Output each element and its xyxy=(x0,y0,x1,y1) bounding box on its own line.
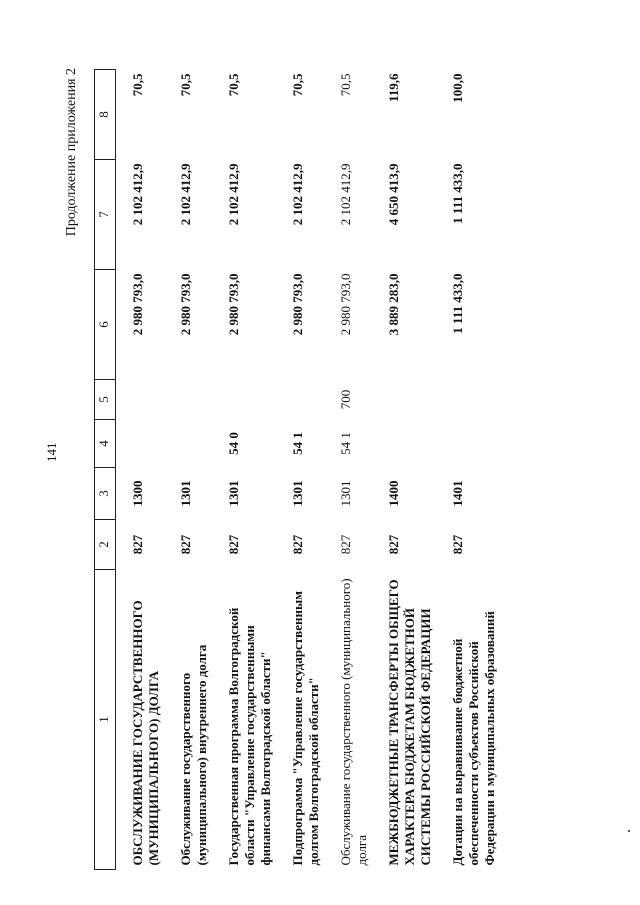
scan-speck xyxy=(628,830,630,832)
row-name: МЕЖБЮДЖЕТНЫЕ ТРАНСФЕРТЫ ОБЩЕГО ХАРАКТЕРА БЮДЖЕТАМ БЮДЖЕТНОЙ СИСТЕМЫ РОССИЙСКОЙ ФЕДЕРАЦИИ xyxy=(386,579,433,866)
row-col-8: 70,5 xyxy=(290,73,305,97)
row-col-6: 1 111 433,0 xyxy=(450,273,465,334)
row-col-5 xyxy=(116,380,165,420)
row-col-4 xyxy=(372,420,436,468)
header-col-4: 4 xyxy=(95,420,116,468)
rotated-table-block xyxy=(64,60,534,870)
row-col-2: 827 xyxy=(338,534,353,555)
header-col-7: 7 xyxy=(95,160,116,270)
table-row xyxy=(212,70,276,870)
row-col-5: 700 xyxy=(338,389,353,410)
row-col-2: 827 xyxy=(386,534,401,555)
row-col-6: 2 980 793,0 xyxy=(226,273,241,336)
row-col-4: 54 1 xyxy=(290,432,305,455)
row-col-4: 54 0 xyxy=(226,432,241,455)
row-col-3: 1400 xyxy=(386,480,401,507)
page-number: 141 xyxy=(44,442,59,462)
row-col-7: 2 102 412,9 xyxy=(130,163,145,226)
row-col-3: 1301 xyxy=(178,480,193,507)
row-col-5 xyxy=(372,380,436,420)
row-col-6: 2 980 793,0 xyxy=(178,273,193,336)
row-col-8: 119,6 xyxy=(386,73,401,103)
table-row xyxy=(116,70,165,870)
row-col-6: 3 889 283,0 xyxy=(386,273,401,336)
row-col-3: 1301 xyxy=(226,480,241,507)
row-col-6: 2 980 793,0 xyxy=(338,273,353,336)
table-row xyxy=(164,70,212,870)
row-col-4: 54 1 xyxy=(338,432,353,455)
row-col-3: 1300 xyxy=(130,480,145,507)
row-col-8: 70,5 xyxy=(226,73,241,97)
row-col-8: 70,5 xyxy=(130,73,145,97)
row-col-4 xyxy=(116,420,165,468)
row-name: Обслуживание государственного (муниципального) долга xyxy=(338,578,369,866)
row-name: Обслуживание государственного (муниципального) внутреннего долга xyxy=(178,644,209,866)
header-col-1: 1 xyxy=(95,570,116,870)
table-row xyxy=(276,70,324,870)
row-name: Подпрограмма "Управление государственным долгом Волгоградской области" xyxy=(290,591,321,866)
row-col-8: 100,0 xyxy=(450,73,465,103)
table-row xyxy=(436,70,500,870)
row-col-4 xyxy=(436,420,500,468)
row-col-6: 2 980 793,0 xyxy=(290,273,305,336)
table-header-row xyxy=(95,70,116,870)
row-col-3: 1301 xyxy=(290,480,305,507)
row-col-2: 827 xyxy=(226,534,241,555)
row-col-7: 1 111 433,0 xyxy=(450,163,465,224)
header-col-6: 6 xyxy=(95,270,116,380)
row-col-5 xyxy=(436,380,500,420)
row-col-7: 2 102 412,9 xyxy=(226,163,241,226)
row-col-4 xyxy=(164,420,212,468)
header-col-5: 5 xyxy=(95,380,116,420)
budget-table xyxy=(94,69,500,870)
row-col-2: 827 xyxy=(450,534,465,555)
row-col-8: 70,5 xyxy=(338,73,353,97)
row-name: Дотации на выравнивание бюджетной обеспеченности субъектов Российской Федерации и муниципальных образований xyxy=(450,611,497,866)
row-col-2: 827 xyxy=(290,534,305,555)
row-name: Государственная программа Волгоградской области "Управление государственными финансами Волгоградской области" xyxy=(226,607,273,866)
table-row xyxy=(372,70,436,870)
row-col-7: 2 102 412,9 xyxy=(178,163,193,226)
row-col-3: 1401 xyxy=(450,480,465,507)
table-row xyxy=(324,70,372,870)
header-col-8: 8 xyxy=(95,70,116,160)
row-col-5 xyxy=(212,380,276,420)
row-col-7: 2 102 412,9 xyxy=(290,163,305,226)
row-name: ОБСЛУЖИВАНИЕ ГОСУДАРСТВЕННОГО (МУНИЦИПАЛЬНОГО) ДОЛГА xyxy=(130,600,161,866)
row-col-7: 4 650 413,9 xyxy=(386,163,401,226)
row-col-2: 827 xyxy=(178,534,193,555)
row-col-8: 70,5 xyxy=(178,73,193,97)
header-col-3: 3 xyxy=(95,468,116,520)
row-col-3: 1301 xyxy=(338,480,353,507)
row-col-5 xyxy=(276,380,324,420)
continuation-label: Продолжение приложения 2 xyxy=(64,68,79,237)
header-col-2: 2 xyxy=(95,520,116,570)
row-col-5 xyxy=(164,380,212,420)
row-col-6: 2 980 793,0 xyxy=(130,273,145,336)
row-col-2: 827 xyxy=(130,534,145,555)
row-col-7: 2 102 412,9 xyxy=(338,163,353,226)
